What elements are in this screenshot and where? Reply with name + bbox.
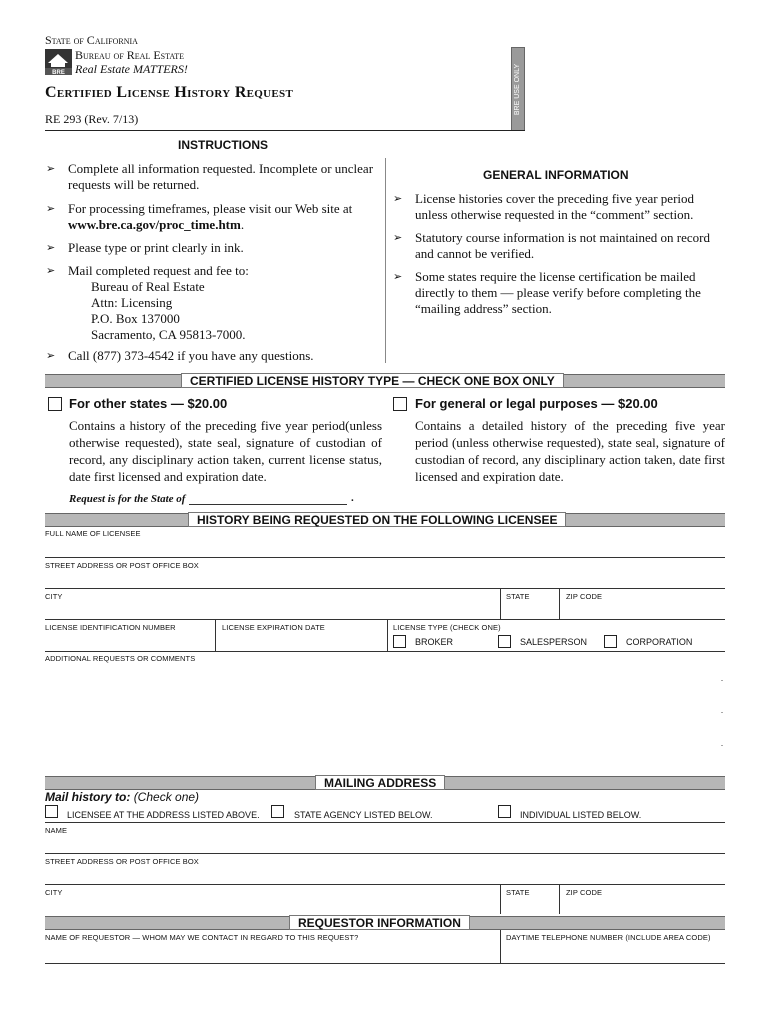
svg-text:BRE: BRE: [52, 70, 65, 75]
general-bullet: ➢ Statutory course information is not maintained on record and cannot be verified.: [393, 230, 710, 261]
general-legal-title: For general or legal purposes — $20.00: [415, 396, 658, 411]
salesperson-label: SALESPERSON: [520, 637, 588, 647]
mail-zip-label: ZIP CODE: [566, 888, 603, 897]
instruction-bullet: ➢ Complete all information requested. Incomplete or unclear requests will be returned.: [46, 161, 374, 192]
instruction-bullet: ➢ Please type or print clearly in ink.: [46, 240, 244, 255]
tagline: Real Estate MATTERS!: [75, 62, 188, 76]
bureau-name: Bureau of Real Estate: [75, 48, 185, 62]
arrow-bullet-icon: ➢: [46, 163, 56, 175]
other-states-description: Contains a history of the preceding five year period(unless otherwise requested), state seal, signature of custodian of record, any disciplinary action taken, current license status, date first licensed and expiration date.: [69, 418, 382, 484]
license-type-label: LICENSE TYPE (CHECK ONE): [393, 623, 501, 632]
license-id-label: LICENSE IDENTIFICATION NUMBER: [45, 623, 176, 632]
arrow-bullet-icon: ➢: [46, 203, 56, 215]
history-type-bar-label: CERTIFIED LICENSE HISTORY TYPE — CHECK ONE BOX ONLY: [181, 373, 564, 388]
corporation-label: CORPORATION: [626, 637, 693, 647]
field-divider: [500, 884, 501, 914]
mail-street-line[interactable]: [45, 884, 725, 885]
other-states-checkbox[interactable]: [48, 397, 62, 411]
state-agency-label: STATE AGENCY LISTED BELOW.: [294, 810, 433, 820]
address-line: Bureau of Real Estate: [91, 279, 205, 294]
general-bullet: ➢ Some states require the license certification be mailed directly to them — please verify before completing the “mailing address” section.: [393, 269, 701, 316]
field-divider: [559, 884, 560, 914]
corporation-checkbox[interactable]: [604, 635, 617, 648]
mailing-address-block: [91, 279, 381, 343]
instruction-bullet: ➢ For processing timeframes, please visit our Web site at www.bre.ca.gov/proc_time.htm.: [46, 201, 353, 232]
header-rule: [45, 130, 525, 131]
requestor-bar-label: REQUESTOR INFORMATION: [289, 915, 470, 930]
licensee-address-label: LICENSEE AT THE ADDRESS LISTED ABOVE.: [67, 810, 260, 820]
license-info-line[interactable]: [45, 651, 725, 652]
bre-logo: [45, 49, 72, 75]
full-name-label: FULL NAME OF LICENSEE: [45, 529, 141, 538]
general-legal-checkbox[interactable]: [393, 397, 407, 411]
state-agency-checkbox[interactable]: [271, 805, 284, 818]
broker-checkbox[interactable]: [393, 635, 406, 648]
arrow-bullet-icon: ➢: [393, 193, 403, 205]
mailing-bar-label: MAILING ADDRESS: [315, 775, 445, 790]
arrow-bullet-icon: ➢: [393, 232, 403, 244]
mail-street-label: STREET ADDRESS OR POST OFFICE BOX: [45, 857, 199, 866]
mail-to-label: Mail history to: (Check one): [45, 790, 200, 804]
full-name-line[interactable]: [45, 557, 725, 558]
street-label: STREET ADDRESS OR POST OFFICE BOX: [45, 561, 199, 570]
field-divider: [500, 588, 501, 620]
proc-time-link[interactable]: www.bre.ca.gov/proc_time.htm: [68, 217, 241, 232]
requestor-phone-label: DAYTIME TELEPHONE NUMBER (INCLUDE AREA CODE): [506, 933, 711, 942]
mail-options-line: [45, 822, 725, 823]
state-request-line[interactable]: [189, 504, 347, 505]
individual-checkbox[interactable]: [498, 805, 511, 818]
state-label: STATE: [506, 592, 530, 601]
general-bullet: ➢ License histories cover the preceding five year period unless otherwise requested in the “comment” section.: [393, 191, 695, 222]
comments-label: ADDITIONAL REQUESTS OR COMMENTS: [45, 654, 196, 663]
form-title: Certified License History Request: [45, 84, 294, 101]
salesperson-checkbox[interactable]: [498, 635, 511, 648]
zip-label: ZIP CODE: [566, 592, 603, 601]
field-divider: [559, 588, 560, 620]
licensee-bar-label: HISTORY BEING REQUESTED ON THE FOLLOWING LICENSEE: [188, 512, 566, 527]
arrow-bullet-icon: ➢: [46, 350, 56, 362]
history-type-bar: [45, 374, 725, 388]
field-divider: [215, 619, 216, 651]
licensee-bar: [45, 513, 725, 527]
field-divider: [387, 619, 388, 651]
column-divider: [385, 158, 386, 363]
broker-label: BROKER: [415, 637, 454, 647]
field-divider: [500, 930, 501, 964]
individual-label: INDIVIDUAL LISTED BELOW.: [520, 810, 642, 820]
requestor-line[interactable]: [45, 963, 725, 964]
comments-mark: .: [721, 739, 723, 748]
address-line: Attn: Licensing: [91, 295, 173, 310]
mail-name-label: NAME: [45, 826, 68, 835]
arrow-bullet-icon: ➢: [46, 242, 56, 254]
instructions-title: INSTRUCTIONS: [178, 138, 268, 152]
mail-city-label: CITY: [45, 888, 63, 897]
instruction-bullet: ➢ Call (877) 373-4542 if you have any questions.: [46, 348, 314, 363]
licensee-address-checkbox[interactable]: [45, 805, 58, 818]
requestor-name-label: NAME OF REQUESTOR — WHOM MAY WE CONTACT IN REGARD TO THIS REQUEST?: [45, 933, 359, 942]
mail-state-label: STATE: [506, 888, 530, 897]
license-exp-label: LICENSE EXPIRATION DATE: [222, 623, 325, 632]
address-line: P.O. Box 137000: [91, 311, 180, 326]
requestor-bar: [45, 916, 725, 930]
mailing-bar: [45, 776, 725, 790]
other-states-title: For other states — $20.00: [69, 396, 228, 411]
instruction-bullet: ➢ Mail completed request and fee to:: [46, 263, 249, 278]
comments-mark: .: [721, 674, 723, 683]
comments-area[interactable]: [45, 665, 725, 773]
form-number: RE 293 (Rev. 7/13): [45, 112, 139, 126]
street-line[interactable]: [45, 588, 725, 589]
arrow-bullet-icon: ➢: [393, 271, 403, 283]
bre-use-only-label: BRE USE ONLY: [514, 63, 522, 115]
address-line: Sacramento, CA 95813-7000.: [91, 327, 246, 342]
arrow-bullet-icon: ➢: [46, 265, 56, 277]
mail-name-line[interactable]: [45, 853, 725, 854]
state-of-california: State of California: [45, 33, 138, 47]
state-request-period: .: [351, 492, 354, 504]
general-info-title: GENERAL INFORMATION: [483, 168, 629, 182]
comments-mark: .: [721, 706, 723, 715]
general-legal-description: Contains a detailed history of the preceding five year period (unless otherwise requested), state seal, signature of custodian of record, any disciplinary action taken, date first licensed and expiration date.: [415, 418, 725, 484]
city-label: CITY: [45, 592, 63, 601]
city-line[interactable]: [45, 619, 725, 620]
state-request-label: Request is for the State of: [69, 493, 186, 505]
